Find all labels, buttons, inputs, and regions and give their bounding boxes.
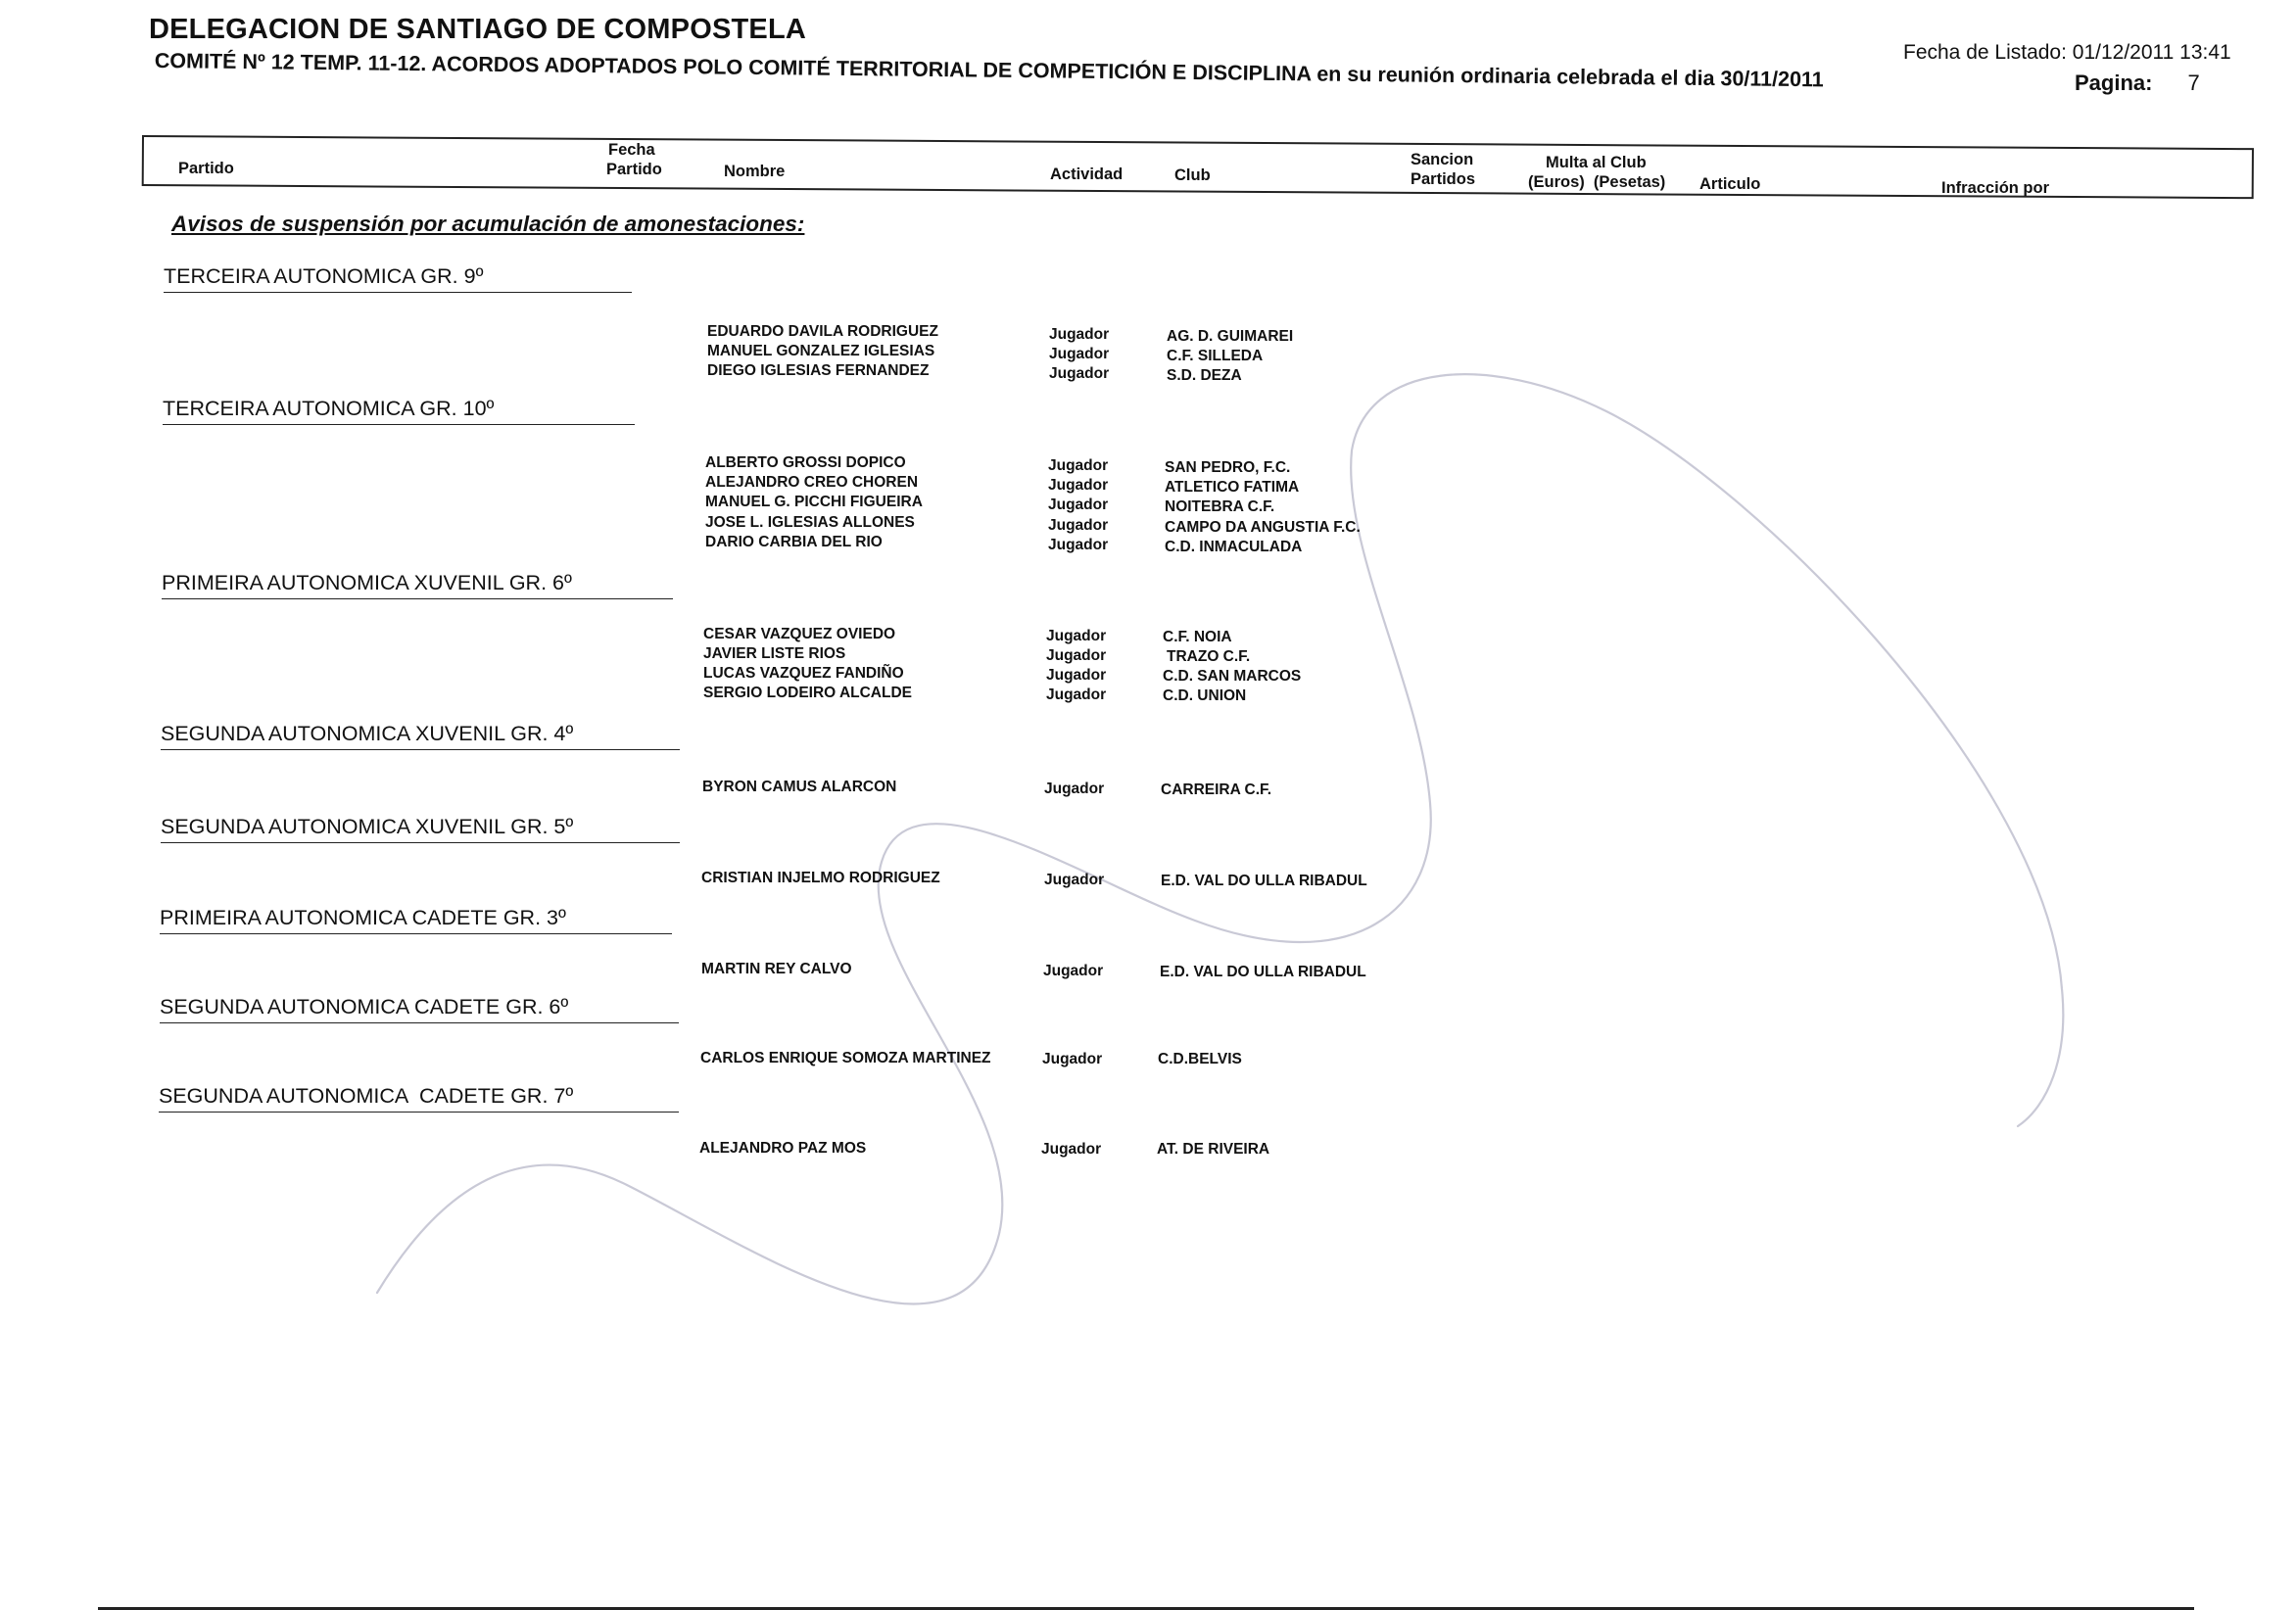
category-heading: SEGUNDA AUTONOMICA CADETE GR. 6º [160, 995, 679, 1023]
player-club: C.F. NOIA [1163, 629, 1232, 645]
player-club: NOITEBRA C.F. [1165, 498, 1275, 515]
col-fecha-partido: Partido [606, 161, 662, 178]
col-infraccion: Infracción por [1941, 179, 2050, 197]
player-role: Jugador [1043, 963, 1104, 979]
category-heading: SEGUNDA AUTONOMICA XUVENIL GR. 4º [161, 722, 680, 750]
col-partido: Partido [178, 160, 234, 177]
player-club: S.D. DEZA [1167, 367, 1242, 384]
player-name: ALEJANDRO CREO CHOREN [705, 474, 919, 491]
player-club: AG. D. GUIMAREI [1167, 328, 1294, 345]
player-name: MANUEL GONZALEZ IGLESIAS [707, 343, 935, 359]
player-club: E.D. VAL DO ULLA RIBADUL [1160, 964, 1366, 980]
pagina-label: Pagina: [2075, 71, 2153, 95]
category-heading: TERCEIRA AUTONOMICA GR. 10º [163, 397, 635, 425]
player-name: ALBERTO GROSSI DOPICO [705, 454, 906, 471]
player-name: SERGIO LODEIRO ALCALDE [703, 685, 912, 701]
category-heading: SEGUNDA AUTONOMICA CADETE GR. 7º [159, 1084, 679, 1113]
col-multa: Multa al Club [1546, 154, 1647, 171]
category-heading: SEGUNDA AUTONOMICA XUVENIL GR. 5º [161, 815, 680, 843]
player-club: C.D. UNION [1163, 687, 1247, 704]
player-name: CARLOS ENRIQUE SOMOZA MARTINEZ [700, 1050, 991, 1066]
category-heading: PRIMEIRA AUTONOMICA CADETE GR. 3º [160, 906, 672, 934]
player-role: Jugador [1044, 781, 1105, 797]
section-title: Avisos de suspensión por acumulación de amonestaciones: [171, 212, 805, 236]
player-role: Jugador [1046, 647, 1107, 664]
player-name: DARIO CARBIA DEL RIO [705, 534, 883, 550]
player-club: SAN PEDRO, F.C. [1165, 459, 1291, 476]
category-heading: PRIMEIRA AUTONOMICA XUVENIL GR. 6º [162, 571, 673, 599]
player-name: LUCAS VAZQUEZ FANDIÑO [703, 665, 904, 682]
col-articulo: Articulo [1699, 175, 1761, 193]
player-name: JOSE L. IGLESIAS ALLONES [705, 514, 915, 531]
col-club: Club [1174, 166, 1211, 184]
fecha-listado: Fecha de Listado: 01/12/2011 13:41 [1903, 41, 2231, 64]
player-role: Jugador [1048, 497, 1109, 513]
player-name: ALEJANDRO PAZ MOS [699, 1140, 867, 1157]
col-actividad: Actividad [1050, 166, 1124, 183]
player-role: Jugador [1048, 477, 1109, 494]
col-nombre: Nombre [724, 163, 786, 180]
player-role: Jugador [1046, 667, 1107, 684]
player-name: CESAR VAZQUEZ OVIEDO [703, 626, 896, 642]
player-club: C.D. SAN MARCOS [1163, 668, 1302, 685]
player-role: Jugador [1046, 687, 1107, 703]
player-role: Jugador [1044, 872, 1105, 888]
player-role: Jugador [1048, 457, 1109, 474]
col-sancion: Sancion [1411, 151, 1474, 168]
player-name: CRISTIAN INJELMO RODRIGUEZ [701, 870, 940, 886]
player-role: Jugador [1042, 1051, 1103, 1067]
player-club: E.D. VAL DO ULLA RIBADUL [1161, 873, 1367, 889]
player-role: Jugador [1046, 628, 1107, 644]
player-name: MARTIN REY CALVO [701, 961, 852, 977]
org-title: DELEGACION DE SANTIAGO DE COMPOSTELA [149, 14, 807, 45]
player-role: Jugador [1048, 537, 1109, 553]
player-club: C.F. SILLEDA [1167, 348, 1264, 364]
player-role: Jugador [1049, 346, 1110, 362]
player-name: MANUEL G. PICCHI FIGUEIRA [705, 494, 923, 510]
player-role: Jugador [1049, 326, 1110, 343]
player-name: EDUARDO DAVILA RODRIGUEZ [707, 323, 938, 340]
player-role: Jugador [1049, 365, 1110, 382]
page-number [2075, 71, 2200, 96]
col-fecha: Fecha [608, 141, 655, 159]
player-club: TRAZO C.F. [1167, 648, 1251, 665]
pagina-num: 7 [2187, 71, 2200, 95]
col-sancion-partidos: Partidos [1411, 170, 1476, 188]
player-club: C.D.BELVIS [1158, 1051, 1242, 1067]
player-club: CARREIRA C.F. [1161, 781, 1272, 798]
category-heading: TERCEIRA AUTONOMICA GR. 9º [164, 264, 632, 293]
player-club: C.D. INMACULADA [1165, 539, 1303, 555]
col-multa-currencies: (Euros) (Pesetas) [1528, 173, 1666, 191]
player-name: DIEGO IGLESIAS FERNANDEZ [707, 362, 930, 379]
player-club: AT. DE RIVEIRA [1157, 1141, 1270, 1158]
player-role: Jugador [1048, 517, 1109, 534]
player-name: JAVIER LISTE RIOS [703, 645, 846, 662]
player-club: ATLETICO FATIMA [1165, 479, 1300, 496]
committee-line: COMITÉ Nº 12 TEMP. 11-12. ACORDOS ADOPTADOS POLO COMITÉ TERRITORIAL DE COMPETICIÓN E DISCIPLINA en su reunión ordinaria celebrada el dia 30/11/2011 [154, 49, 1824, 92]
player-role: Jugador [1041, 1141, 1102, 1158]
player-name: BYRON CAMUS ALARCON [702, 779, 897, 795]
player-club: CAMPO DA ANGUSTIA F.C. [1165, 519, 1361, 536]
